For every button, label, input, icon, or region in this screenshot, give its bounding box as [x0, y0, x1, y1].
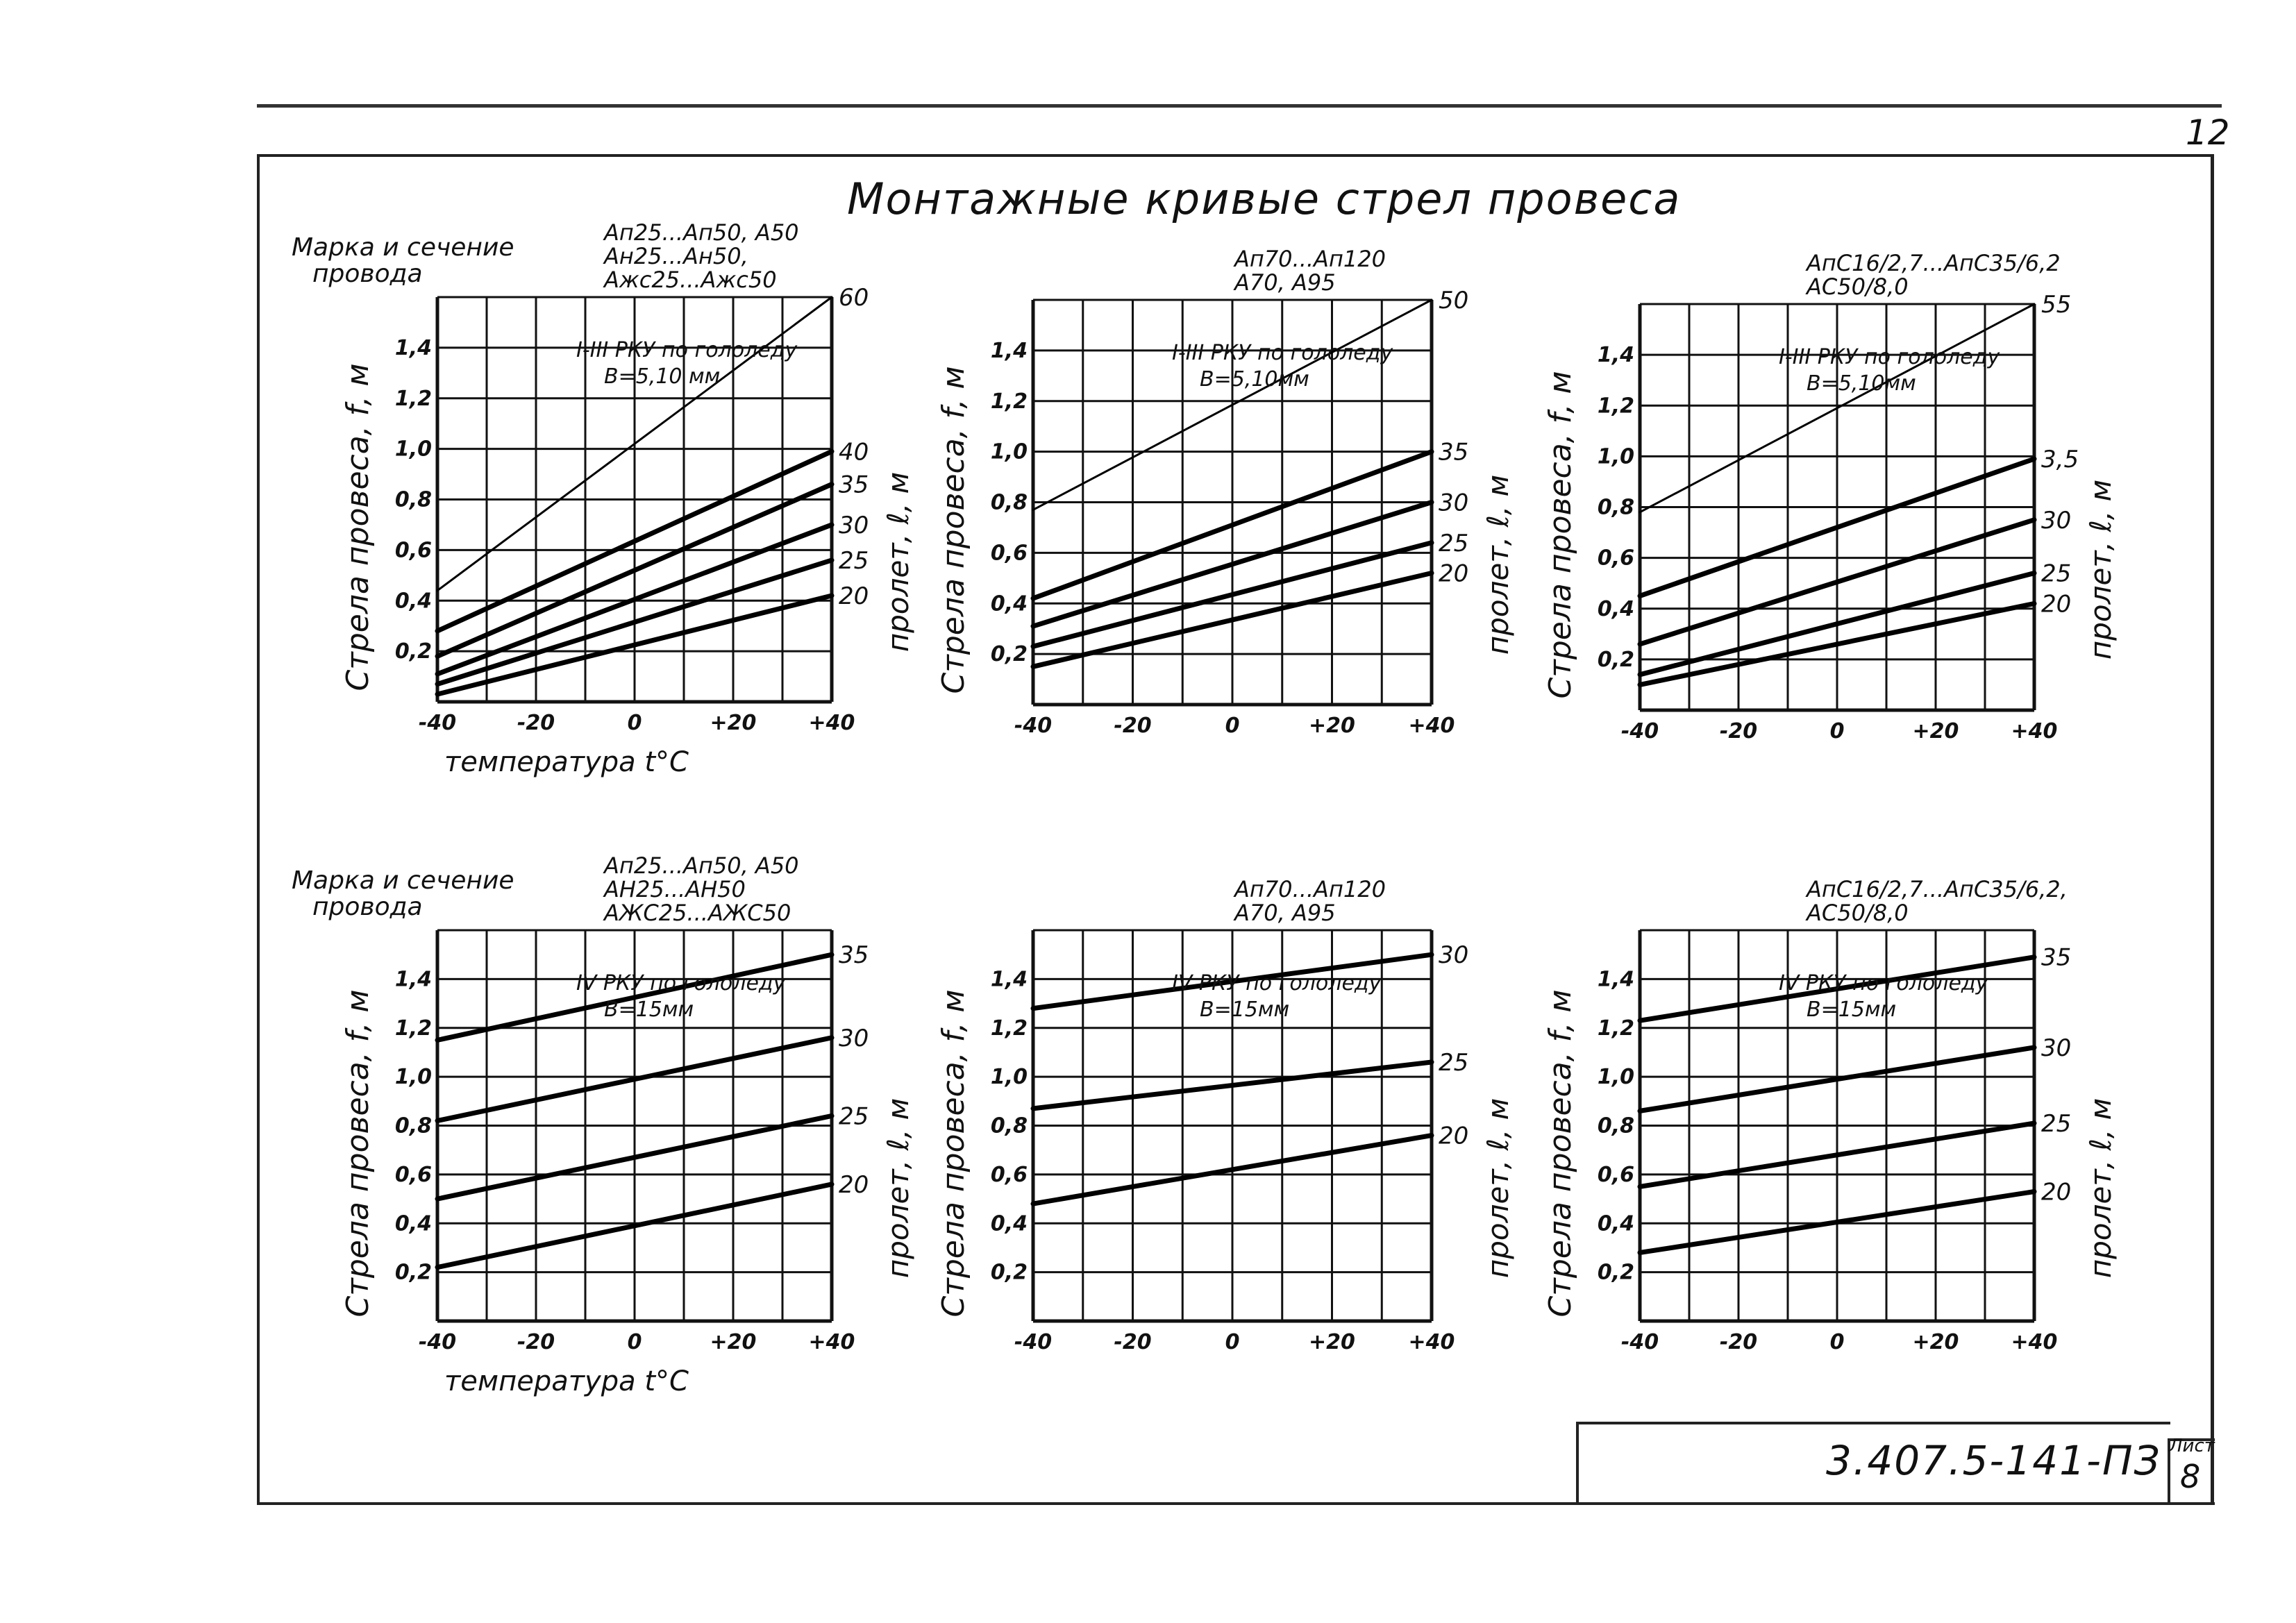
- series-label: 30: [2041, 1034, 2072, 1062]
- x-tick-label: 0: [1829, 719, 1845, 743]
- x-tick-label: 0: [1225, 1330, 1240, 1354]
- y-tick-label: 1,0: [1597, 1065, 1634, 1090]
- wire-type-label: АС50/8,0: [1807, 274, 1909, 300]
- y-tick-label: 0,2: [990, 642, 1028, 667]
- x-tick-label: -40: [1014, 1330, 1053, 1354]
- x-tick-label: +20: [710, 711, 757, 735]
- condition-label: В=5,10мм: [1807, 371, 1916, 396]
- series-label: 30: [839, 1024, 869, 1052]
- y-tick-label: 0,2: [990, 1260, 1028, 1285]
- series-label: 20: [839, 1170, 869, 1199]
- x-tick-label: +40: [1408, 1330, 1455, 1354]
- series-label: 25: [2041, 560, 2072, 588]
- series-label: 30: [2041, 506, 2072, 535]
- sheet-label: Лист: [2169, 1436, 2215, 1456]
- x-tick-label: 0: [1225, 714, 1240, 738]
- y-tick-label: 1,4: [394, 967, 432, 992]
- y-tick-label: 0,4: [394, 1211, 432, 1236]
- wire-type-label: Ап70...Ап120: [1234, 876, 1386, 902]
- y-tick-label: 0,8: [1597, 495, 1634, 520]
- x-tick-label: -20: [517, 711, 555, 735]
- wire-label: провода: [312, 260, 423, 288]
- series-label: 20: [2041, 1178, 2072, 1206]
- x-tick-label: -20: [1114, 1330, 1152, 1354]
- x-tick-label: 0: [627, 711, 642, 735]
- series-label: 30: [1439, 489, 1469, 517]
- wire-type-label: АЖС25...АЖС50: [604, 900, 791, 926]
- condition-label: I-III РКУ по гололеду: [1172, 341, 1393, 365]
- condition-label: В=5,10мм: [1200, 367, 1309, 392]
- y-tick-label: 1,0: [990, 1065, 1028, 1090]
- y-tick-label: 0,2: [1597, 647, 1634, 672]
- span-axis-label: пролет, ℓ, м: [1481, 1098, 1515, 1279]
- condition-label: I-III РКУ по гололеду: [576, 338, 798, 362]
- condition-label: В=5,10 мм: [604, 364, 721, 389]
- x-tick-label: -20: [1719, 719, 1758, 743]
- chart-3: [1543, 250, 2118, 743]
- x-tick-label: +20: [710, 1330, 757, 1354]
- series-label: 30: [839, 511, 869, 539]
- y-tick-label: 0,6: [394, 538, 432, 563]
- condition-label: IV РКУ по гололеду: [576, 971, 786, 995]
- series-label: 3,5: [2041, 446, 2079, 474]
- y-tick-label: 0,4: [1597, 1211, 1634, 1236]
- span-axis-label: пролет, ℓ, м: [2084, 479, 2118, 660]
- chart-1: [292, 219, 915, 778]
- x-tick-label: -20: [1114, 714, 1152, 738]
- page-title: Монтажные кривые стрел провеса: [847, 174, 1682, 224]
- x-tick-label: -20: [1719, 1330, 1758, 1354]
- span-axis-label: пролет, ℓ, м: [881, 471, 915, 653]
- series-label: 35: [1439, 438, 1469, 466]
- y-axis-label: Стрела провеса, f, м: [340, 989, 376, 1318]
- series-label: 25: [1439, 1049, 1469, 1077]
- y-tick-label: 0,6: [990, 1162, 1028, 1187]
- chart-6: [1543, 876, 2118, 1354]
- condition-label: В=15мм: [1200, 998, 1290, 1022]
- condition-label: IV РКУ по гололеду: [1779, 971, 1988, 995]
- wire-type-label: АН25...АН50: [604, 876, 746, 902]
- sheet-number: 12: [2186, 112, 2230, 153]
- y-tick-label: 0,2: [1597, 1260, 1634, 1285]
- x-axis-label: температура t°C: [444, 746, 689, 778]
- y-tick-label: 0,8: [990, 1113, 1028, 1138]
- wire-type-label: Ап70...Ап120: [1234, 246, 1386, 272]
- wire-type-label: Ап25...Ап50, А50: [604, 219, 799, 246]
- y-axis-label: Стрела провеса, f, м: [340, 363, 376, 691]
- x-tick-label: +40: [808, 1330, 855, 1354]
- y-tick-label: 0,6: [1597, 1162, 1634, 1187]
- x-tick-label: +40: [808, 711, 855, 735]
- y-tick-label: 1,2: [990, 389, 1028, 414]
- y-tick-label: 0,8: [990, 490, 1028, 515]
- condition-label: IV РКУ по гололеду: [1172, 971, 1382, 995]
- series-label: 35: [839, 471, 869, 499]
- y-tick-label: 1,2: [394, 1016, 432, 1041]
- condition-label: В=15мм: [604, 998, 694, 1022]
- y-tick-label: 1,0: [394, 437, 432, 462]
- x-tick-label: -20: [517, 1330, 555, 1354]
- series-label: 20: [1439, 1122, 1469, 1150]
- y-tick-label: 1,2: [1597, 1016, 1634, 1041]
- y-tick-label: 0,4: [990, 591, 1028, 616]
- x-tick-label: -40: [1620, 719, 1659, 743]
- x-tick-label: +20: [1912, 1330, 1959, 1354]
- y-tick-label: 0,6: [394, 1162, 432, 1187]
- y-tick-label: 1,0: [990, 439, 1028, 464]
- x-tick-label: 0: [1829, 1330, 1845, 1354]
- y-tick-label: 0,6: [1597, 546, 1634, 571]
- y-tick-label: 1,4: [394, 335, 432, 360]
- document-code: 3.407.5-141-ПЗ: [1826, 1437, 2161, 1484]
- y-tick-label: 1,2: [1597, 394, 1634, 419]
- wire-label: Марка и сечение: [292, 233, 514, 262]
- y-tick-label: 1,4: [1597, 967, 1634, 992]
- wire-label: Марка и сечение: [292, 866, 514, 895]
- y-tick-label: 0,4: [394, 589, 432, 614]
- y-tick-label: 0,4: [1597, 596, 1634, 621]
- wire-type-label: А70, А95: [1234, 900, 1336, 926]
- series-label: 55: [2041, 291, 2072, 319]
- x-tick-label: -40: [1014, 714, 1053, 738]
- condition-label: I-III РКУ по гололеду: [1779, 345, 2000, 369]
- series-label: 25: [839, 1102, 869, 1131]
- y-tick-label: 0,4: [990, 1211, 1028, 1236]
- series-label: 20: [1439, 560, 1469, 588]
- span-axis-label: пролет, ℓ, м: [2084, 1098, 2118, 1279]
- y-tick-label: 1,2: [394, 386, 432, 411]
- series-label: 25: [2041, 1109, 2072, 1138]
- y-tick-label: 0,6: [990, 541, 1028, 566]
- wire-type-label: АС50/8,0: [1807, 900, 1909, 926]
- wire-type-label: Ап25...Ап50, А50: [604, 852, 799, 879]
- x-tick-label: +40: [2011, 719, 2058, 743]
- y-tick-label: 0,8: [394, 1113, 432, 1138]
- series-label: 50: [1439, 287, 1469, 314]
- x-tick-label: +20: [1912, 719, 1959, 743]
- series-label: 25: [1439, 529, 1469, 557]
- series-label: 40: [839, 438, 869, 466]
- wire-type-label: Ажс25...Ажс50: [604, 267, 777, 293]
- y-tick-label: 1,4: [990, 967, 1028, 992]
- y-axis-label: Стрела провеса, f, м: [1543, 989, 1578, 1318]
- x-tick-label: 0: [627, 1330, 642, 1354]
- y-tick-label: 1,2: [990, 1016, 1028, 1041]
- x-tick-label: -40: [1620, 1330, 1659, 1354]
- series-label: 35: [2041, 943, 2072, 972]
- x-axis-label: температура t°C: [444, 1365, 689, 1397]
- y-tick-label: 0,8: [1597, 1113, 1634, 1138]
- series-label: 60: [839, 284, 869, 312]
- condition-label: В=15мм: [1807, 998, 1897, 1022]
- series-label: 30: [1439, 941, 1469, 970]
- y-tick-label: 0,2: [394, 1260, 432, 1285]
- sheet-value: 8: [2180, 1458, 2201, 1495]
- y-axis-label: Стрела провеса, f, м: [936, 989, 971, 1318]
- x-tick-label: -40: [418, 711, 457, 735]
- wire-type-label: Ан25...Ан50,: [604, 243, 748, 269]
- series-label: 20: [839, 582, 869, 610]
- x-tick-label: -40: [418, 1330, 457, 1354]
- chart-4: [292, 852, 915, 1397]
- span-axis-label: пролет, ℓ, м: [1481, 474, 1515, 655]
- span-axis-label: пролет, ℓ, м: [881, 1098, 915, 1279]
- x-tick-label: +20: [1309, 714, 1355, 738]
- series-label: 20: [2041, 590, 2072, 619]
- chart-5: [936, 876, 1515, 1354]
- x-tick-label: +40: [2011, 1330, 2058, 1354]
- x-tick-label: +40: [1408, 714, 1455, 738]
- series-label: 25: [839, 546, 869, 575]
- y-tick-label: 1,0: [394, 1065, 432, 1090]
- y-tick-label: 1,4: [1597, 343, 1634, 368]
- wire-type-label: АпС16/2,7...АпС35/6,2: [1807, 250, 2061, 276]
- series-label: 35: [839, 941, 869, 970]
- y-axis-label: Стрела провеса, f, м: [1543, 371, 1578, 699]
- wire-type-label: АпС16/2,7...АпС35/6,2,: [1807, 876, 2068, 902]
- y-tick-label: 0,2: [394, 639, 432, 664]
- y-axis-label: Стрела провеса, f, м: [936, 366, 971, 694]
- y-tick-label: 1,0: [1597, 444, 1634, 469]
- x-tick-label: +20: [1309, 1330, 1355, 1354]
- wire-type-label: А70, А95: [1234, 269, 1336, 296]
- y-tick-label: 0,8: [394, 487, 432, 512]
- y-tick-label: 1,4: [990, 338, 1028, 363]
- wire-label: провода: [312, 893, 423, 921]
- chart-2: [936, 246, 1515, 738]
